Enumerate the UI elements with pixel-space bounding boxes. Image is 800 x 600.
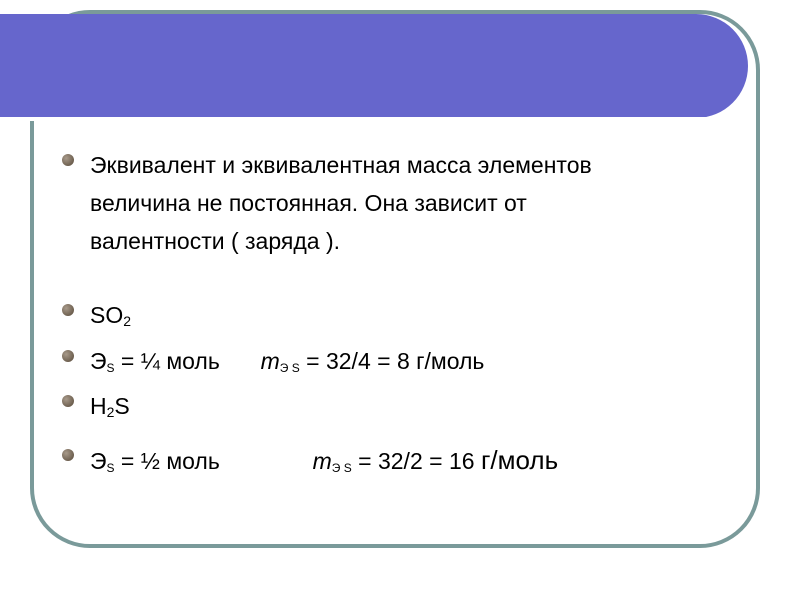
bullet-item-so2 bbox=[62, 296, 742, 340]
h2s-formula-b: S bbox=[114, 393, 130, 419]
definition-line-1: Эквивалент и эквивалентная масса элементов bbox=[90, 152, 592, 178]
equivalent-subscript: S bbox=[106, 461, 115, 475]
equivalent-value: = ¼ моль bbox=[114, 348, 220, 374]
mass-subscript: Э S bbox=[331, 461, 352, 475]
definition-line-2: величина не постоянная. Она зависит от bbox=[90, 190, 527, 216]
slide-content bbox=[62, 146, 742, 487]
header-bar bbox=[0, 14, 748, 118]
equivalent-symbol: Э bbox=[90, 448, 107, 474]
bullet-dot-icon bbox=[62, 304, 74, 316]
bullet-dot-icon bbox=[62, 449, 74, 461]
equivalent-value: = ½ моль bbox=[114, 448, 220, 474]
so2-formula-subscript: 2 bbox=[123, 313, 132, 329]
bullet-item-so2-equivalent bbox=[62, 342, 742, 387]
mass-subscript: Э S bbox=[279, 361, 300, 375]
bullet-dot-icon bbox=[62, 154, 74, 166]
mass-symbol: m bbox=[312, 448, 332, 474]
so2-formula-base: SO bbox=[90, 302, 124, 328]
mass-value: = 32/2 = 16 bbox=[351, 448, 481, 474]
h2s-formula-a: H bbox=[90, 393, 107, 419]
bullet-item-h2s bbox=[62, 387, 742, 431]
equivalent-symbol: Э bbox=[90, 348, 107, 374]
mass-symbol: m bbox=[260, 348, 280, 374]
definition-line-3: валентности ( заряда ). bbox=[90, 228, 340, 254]
mass-unit: г/моль bbox=[480, 445, 559, 475]
equivalent-subscript: S bbox=[106, 361, 115, 375]
h2s-formula-subscript: 2 bbox=[106, 404, 115, 420]
bullet-dot-icon bbox=[62, 395, 74, 407]
header-divider bbox=[0, 117, 706, 121]
bullet-item-h2s-equivalent bbox=[62, 441, 742, 487]
bullet-dot-icon bbox=[62, 350, 74, 362]
mass-value: = 32/4 = 8 г/моль bbox=[299, 348, 485, 374]
bullet-item-definition bbox=[62, 146, 742, 260]
